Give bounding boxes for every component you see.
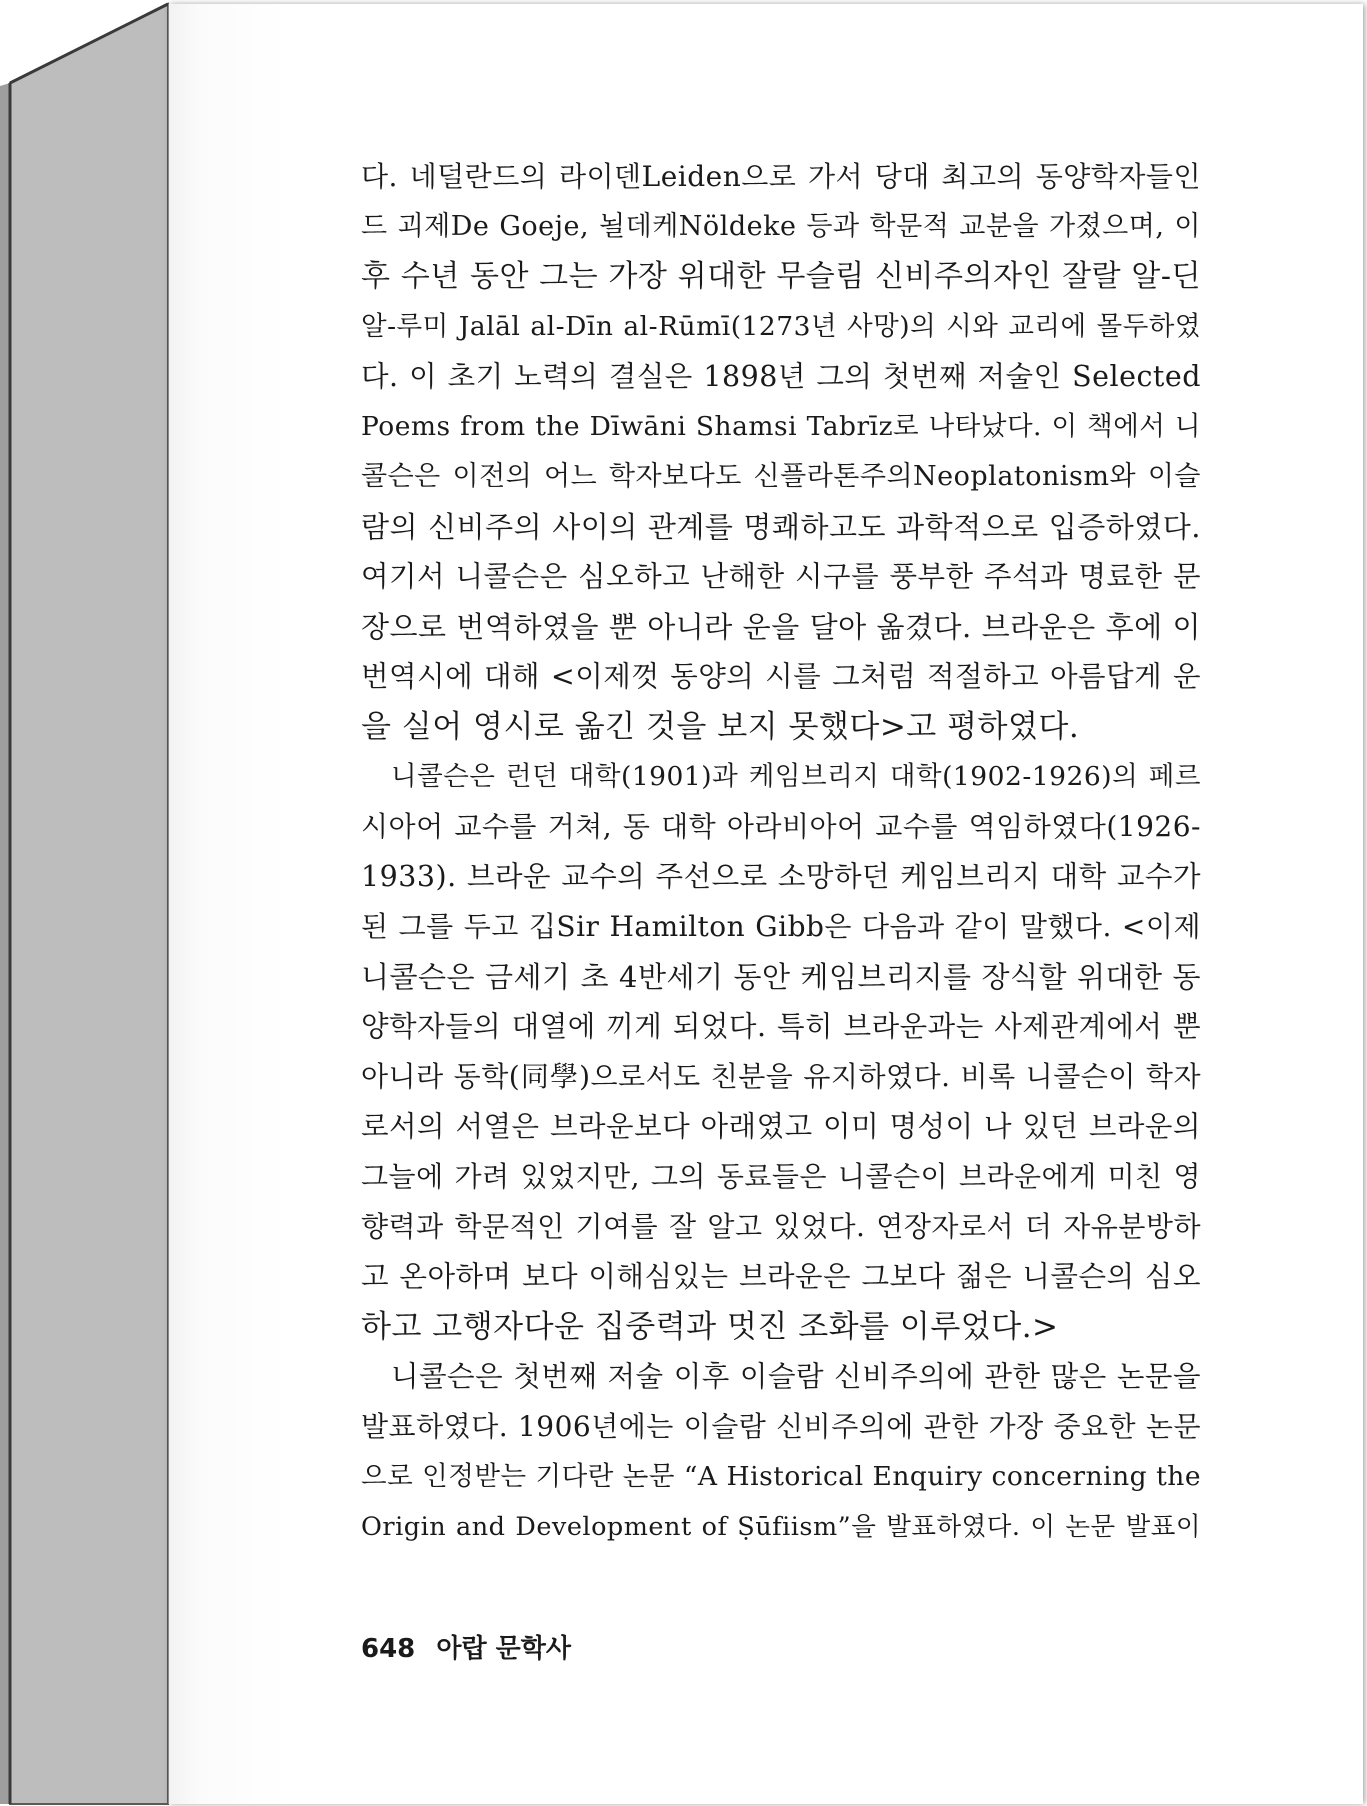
text-line: 로서의 서열은 브라운보다 아래였고 이미 명성이 나 있던 브라운의 [361, 1110, 1201, 1143]
text-line: 다. 네덜란드의 라이덴Leiden으로 가서 당대 최고의 동양학자들인 [361, 160, 1201, 193]
text-line: 그늘에 가려 있었지만, 그의 동료들은 니콜슨이 브라운에게 미친 영 [361, 1160, 1201, 1193]
text-line: 니콜슨은 첫번째 저술 이후 이슬람 신비주의에 관한 많은 논문을 [391, 1360, 1201, 1393]
text-line: 다. 이 초기 노력의 결실은 1898년 그의 첫번째 저술인 Selected [361, 360, 1201, 393]
text-line: 람의 신비주의 사이의 관계를 명쾌하고도 과학적으로 입증하였다. [361, 510, 1201, 544]
text-line: 장으로 번역하였을 뿐 아니라 운을 달아 옮겼다. 브라운은 후에 이 [361, 610, 1201, 644]
paragraph-1 [361, 152, 1201, 752]
book-page [168, 4, 1363, 1804]
text-line: 양학자들의 대열에 끼게 되었다. 특히 브라운과는 사제관계에서 뿐 [361, 1010, 1201, 1043]
text-line: 니콜슨은 금세기 초 4반세기 동안 케임브리지를 장식할 위대한 동 [361, 960, 1201, 994]
paragraph-2 [361, 752, 1201, 1352]
text-line: 발표하였다. 1906년에는 이슬람 신비주의에 관한 가장 중요한 논문 [361, 1410, 1201, 1443]
page-footer [361, 1628, 583, 1665]
text-line: 번역시에 대해 <이제껏 동양의 시를 그처럼 적절하고 아름답게 운 [361, 660, 1201, 693]
text-line: 아니라 동학(同學)으로서도 친분을 유지하였다. 비록 니콜슨이 학자 [361, 1060, 1201, 1093]
text-line: 콜슨은 이전의 어느 학자보다도 신플라톤주의Neoplatonism와 이슬 [361, 461, 1201, 492]
text-line: 향력과 학문적인 기여를 잘 알고 있었다. 연장자로서 더 자유분방하 [361, 1210, 1201, 1243]
text-line: 여기서 니콜슨은 심오하고 난해한 시구를 풍부한 주석과 명료한 문 [361, 560, 1201, 593]
text-line: 알-루미 Jalāl al-Dīn al-Rūmī(1273년 사망)의 시와 교리에 몰두하였 [361, 311, 1201, 342]
body-text [361, 152, 1201, 1552]
text-line: Poems from the Dīwāni Shamsi Tabrīz로 나타났다. 이 책에서 니 [361, 411, 1201, 442]
book-title: 아랍 문학사 [436, 1634, 571, 1664]
text-line: 시아어 교수를 거쳐, 동 대학 아라비아어 교수를 역임하였다(1926- [361, 810, 1201, 843]
text-line: Origin and Development of Ṣūfiism”을 발표하였다. 이 논문 발표이 [361, 1512, 1201, 1542]
text-line: 된 그를 두고 깁Sir Hamilton Gibb은 다음과 같이 말했다. <이제 [361, 910, 1201, 943]
text-line: 하고 고행자다운 집중력과 멋진 조화를 이루었다.> [361, 1309, 1059, 1345]
text-line: 고 온아하며 보다 이해심있는 브라운은 그보다 젊은 니콜슨의 심오 [361, 1260, 1201, 1293]
text-line: 니콜슨은 런던 대학(1901)과 케임브리지 대학(1902-1926)의 페르 [391, 761, 1201, 792]
text-line: 후 수년 동안 그는 가장 위대한 무슬림 신비주의자인 잘랄 알-딘 [361, 259, 1201, 294]
paragraph-3 [361, 1352, 1201, 1552]
text-line: 을 실어 영시로 옮긴 것을 보지 못했다>고 평하였다. [361, 709, 1080, 745]
text-line: 으로 인정받는 기다란 논문 “A Historical Enquiry concerning the [361, 1461, 1201, 1492]
text-line: 드 괴제De Goeje, 뇔데케Nöldeke 등과 학문적 교분을 가졌으며, 이 [361, 211, 1201, 242]
page-number: 648 [361, 1634, 416, 1664]
text-line: 1933). 브라운 교수의 주선으로 소망하던 케임브리지 대학 교수가 [361, 860, 1201, 893]
